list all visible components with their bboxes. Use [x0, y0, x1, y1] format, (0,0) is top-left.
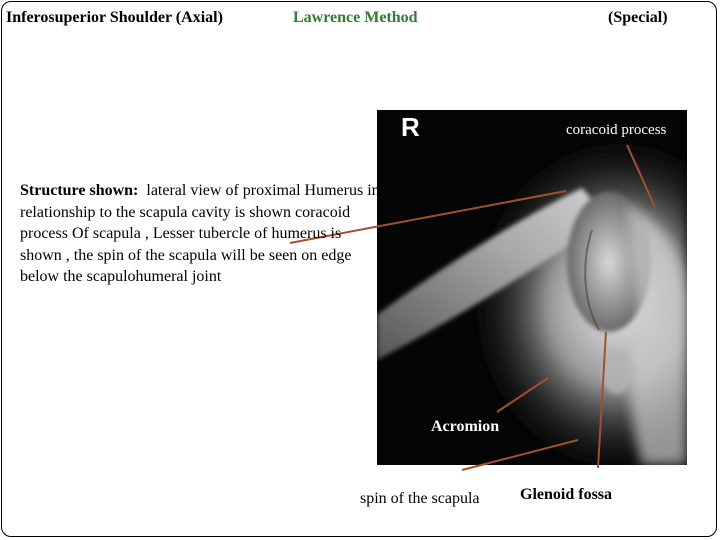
shoulder-xray-image	[377, 110, 687, 465]
r-marker: R	[401, 112, 420, 142]
structure-description	[20, 180, 380, 288]
coracoid-process-label: coracoid process	[566, 122, 667, 138]
description-lead: Structure shown:	[20, 182, 139, 199]
special-label: (Special)	[608, 9, 668, 26]
spine-of-scapula-label: spin of the scapula	[360, 490, 480, 507]
method-title: Lawrence Method	[293, 9, 418, 26]
glenoid-fossa-label: Glenoid fossa	[520, 486, 613, 503]
header-title: Inferosuperior Shoulder (Axial)	[6, 9, 223, 26]
description-body: lateral view of proximal Humerus in relationship to the scapula cavity is shown coracoid process Of scapula , Lesser tubercle of humerus is shown , the spin of the scapula will be seen on edge below the scapulohumeral joint	[20, 182, 380, 285]
acromion-label: Acromion	[431, 418, 500, 435]
